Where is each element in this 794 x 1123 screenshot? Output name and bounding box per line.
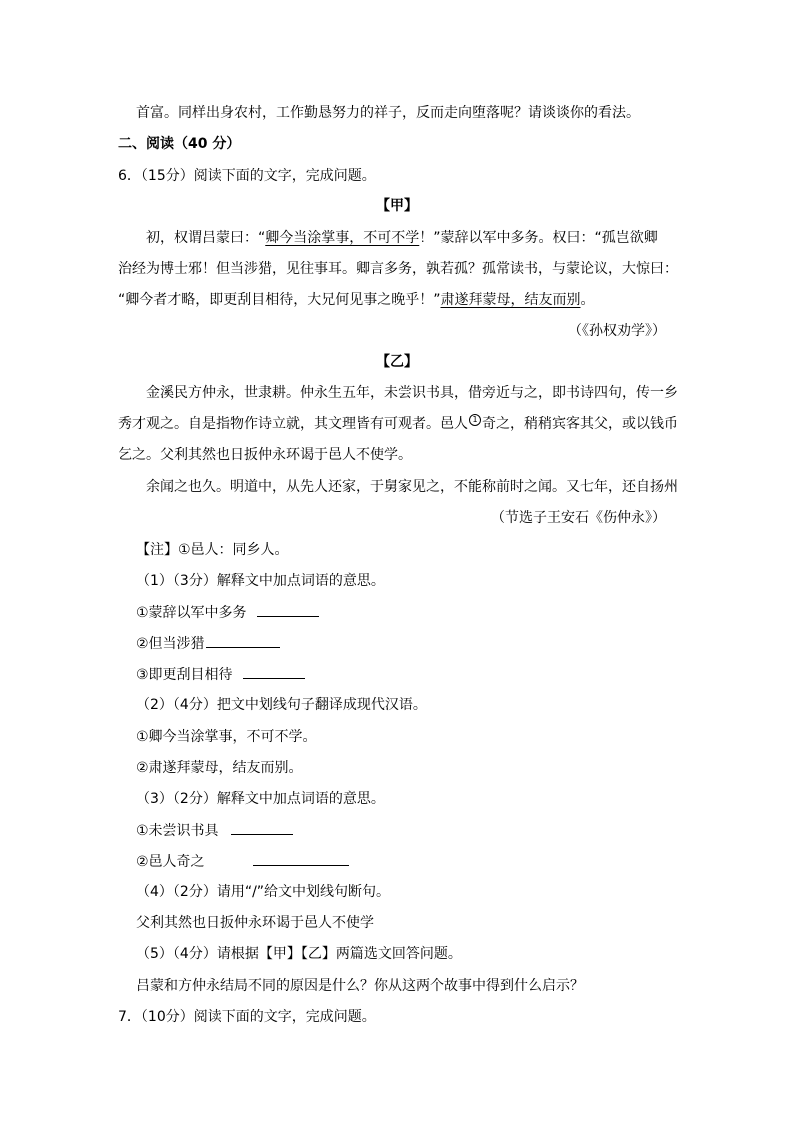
passage-jia-text: “卿今者才略，即更刮目相待，大兄何见事之晚乎！” [118,292,441,308]
subquestion-3-item-2 [136,851,349,872]
intro-question-tail: 首富。同样出身农村，工作勤恳努力的祥子，反而走向堕落呢？请谈谈你的看法。 [136,105,640,121]
passage-yi-line-3: 乞之。父利其然也日扳仲永环谒于邑人不使学。 [118,447,412,463]
underlined-sentence-1: 卿今当涂掌事，不可不学 [265,230,420,246]
subquestion-1-item-3 [136,664,305,685]
subquestion-1-item-2 [136,633,280,654]
subquestion-1-item-1 [136,602,319,623]
passage-jia-text: ！”蒙辞以军中多务。权曰：“孤岂欲卿 [419,230,658,246]
passage-jia-text: 。 [580,292,595,308]
passage-yi-text: 奇之，稍稍宾客其父，或以钱币 [482,416,678,432]
item-text: ②但当涉猎 [136,636,205,652]
item-text: ①蒙辞以军中多务 [136,605,247,621]
question-7-header: 7．（10分）阅读下面的文字，完成问题。 [118,1009,376,1025]
answer-blank[interactable] [257,602,319,617]
passage-yi-line-4: 余闻之也久。明道中，从先人还家，于舅家见之，不能称前时之闻。又七年，还自扬州 [146,479,678,495]
answer-blank[interactable] [206,633,280,648]
section-heading-reading: 二、阅读（40 分） [118,136,241,152]
answer-blank[interactable] [243,664,305,679]
answer-blank[interactable] [231,820,293,835]
passage-jia-line-3 [118,290,595,310]
subquestion-5: （5）（4分）请根据【甲】【乙】两篇选文回答问题。 [136,946,462,962]
subquestion-5-prompt: 吕蒙和方仲永结局不同的原因是什么？你从这两个故事中得到什么启示？ [136,978,584,994]
subquestion-2-item-1: ①卿今当涂掌事，不可不学。 [136,729,317,745]
item-text: ①未尝识书具 [136,823,219,839]
item-text: ②邑人奇之 [136,854,205,870]
passage-jia-text: 初，权谓吕蒙曰：“ [146,230,266,246]
subquestion-4: （4）（2分）请用“/”给文中划线句断句。 [136,884,391,900]
passage-jia-heading: 【甲】 [376,198,418,214]
subquestion-3: （3）（2分）解释文中加点词语的意思。 [136,791,385,807]
passage-jia-source: （《孙权劝学》） [568,323,666,339]
question-6-header: 6．（15分）阅读下面的文字，完成问题。 [118,168,376,184]
passage-yi-source: （节选子王安石《伤仲永》） [491,510,666,526]
subquestion-4-sentence: 父利其然也日扳仲永环谒于邑人不使学 [136,915,374,931]
subquestion-2: （2）（4分）把文中划线句子翻译成现代汉语。 [136,697,427,713]
passage-yi-line-2 [118,414,678,434]
passage-yi-text: 秀才观之。自是指物作诗立就，其文理皆有可观者。邑人 [118,416,468,432]
passage-jia-line-2: 治经为博士邪！但当涉猎，见往事耳。卿言多务，孰若孤？孤常读书，与蒙论议，大惊曰： [118,261,678,277]
passage-jia-line-1 [146,228,658,248]
item-text: ③即更刮目相待 [136,667,233,683]
footnote: 【注】①邑人：同乡人。 [136,542,289,558]
passage-yi-line-1: 金溪民方仲永，世隶耕。仲永生五年，未尝识书具，借旁近与之，即书诗四句，传一乡 [146,385,678,401]
subquestion-1: （1）（3分）解释文中加点词语的意思。 [136,573,385,589]
answer-blank[interactable] [253,851,349,866]
underlined-sentence-2: 肃遂拜蒙母，结友而别 [440,292,581,308]
passage-yi-heading: 【乙】 [376,354,418,370]
subquestion-2-item-2: ②肃遂拜蒙母，结友而别。 [136,760,303,776]
footnote-marker: 1 [469,414,481,426]
subquestion-3-item-1 [136,820,293,841]
